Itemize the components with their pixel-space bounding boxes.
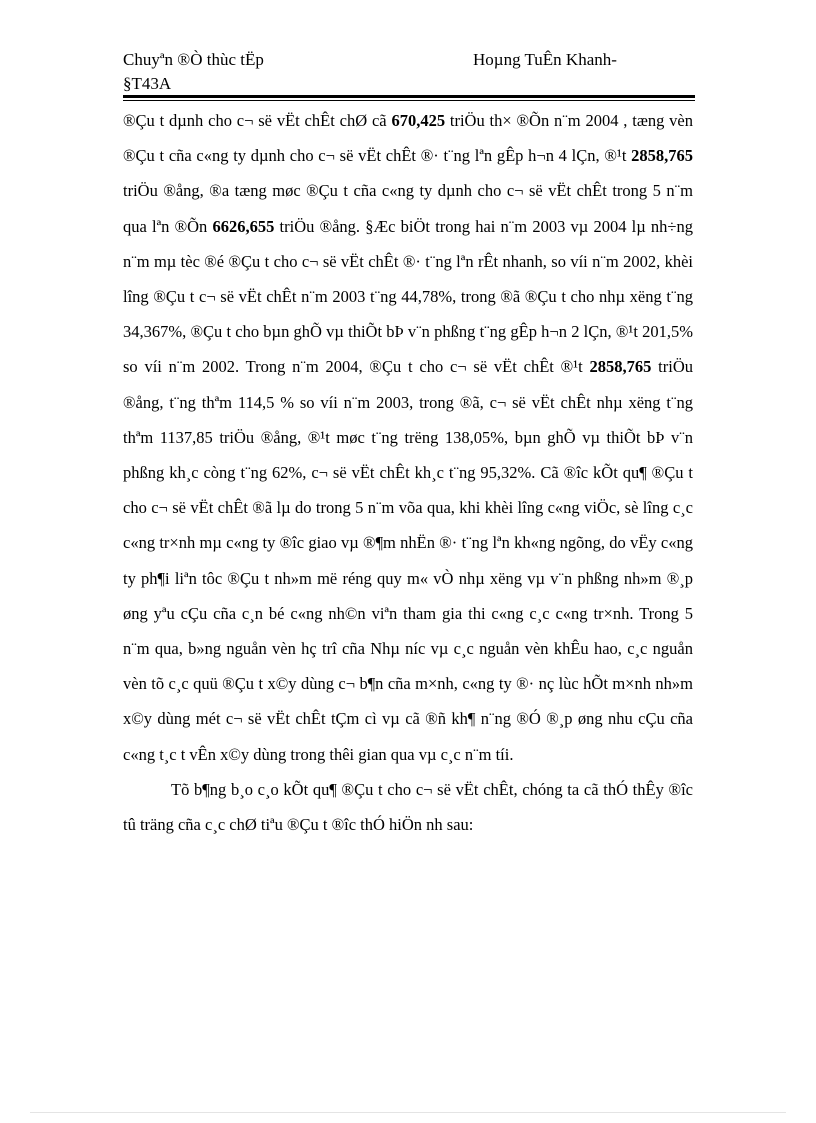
page-bottom-edge [30, 1112, 786, 1113]
page-header [123, 48, 693, 94]
p1-bold-2: 2858,765 [631, 146, 693, 166]
header-left-line1: Chuyªn ®Ò thùc tËp [123, 50, 264, 69]
p1-text-5: triÖu ®ång, t¨ng thªm 114,5 % so víi n¨m 2003, trong ®ã, c¬ së vËt chÊt nhµ xëng t¨ng thªm 1137,85 triÖu ®ång, ®¹t møc t¨ng trëng 138,05%, bµn ghÕ vµ thiÕt bÞ v¨n phßng kh¸c còng t¨ng 62%, c¬ së vËt chÊt kh¸c t¨ng 95,32%. Cã ®îc kÕt qu¶ ®Çu t cho c¬ së vËt chÊt ®ã lµ do trong 5 n¨m võa qua, khi khèi lîng c«ng viÖc, sè lîng c¸c c«ng tr×nh mµ c«ng ty ®îc giao vµ ®¶m nhËn ®· t¨ng lªn kh«ng ngõng, do vËy c«ng ty ph¶i liªn tôc ®Çu t nh»m më réng quy m« vÒ nhµ xëng vµ v¨n phßng nh»m ®¸p øng yªu cÇu cña c¸n bé c«ng nh©n viªn tham gia thi c«ng c¸c c«ng tr×nh. Trong 5 n¨m qua, b»ng nguån vèn hç trî cña Nhµ níc vµ c¸c nguån vèn khÊu hao, c¸c nguån vèn tõ c¸c quü ®Çu t x©y dùng c¬ b¶n cña m×nh, c«ng ty ®· nç lùc hÕt m×nh nh»m x©y dùng mét c¬ së vËt chÊt tÇm cì vµ cã ®ñ kh¶ n¨ng ®Ó ®¸p øng nhu cÇu cña c«ng t¸c t vÊn x©y dùng trong thêi gian qua vµ c¸c n¨m tíi. [123, 357, 693, 764]
p1-text-4: triÖu ®ång. §Æc biÖt trong hai n¨m 2003 vµ 2004 lµ nh÷ng n¨m mµ tèc ®é ®Çu t cho c¬ së vËt chÊt ®· t¨ng lªn rÊt nhanh, so víi n¨m 2002, khèi lîng ®Çu t c¬ së vËt chÊt n¨m 2003 t¨ng 44,78%, trong ®ã ®Çu t cho nhµ xëng t¨ng 34,367%, ®Çu t cho bµn ghÕ vµ thiÕt bÞ v¨n phßng t¨ng gÊp h¬n 2 lÇn, ®¹t 201,5% so víi n¨m 2002. Trong n¨m 2004, ®Çu t cho c¬ së vËt chÊt ®¹t [123, 216, 693, 377]
p1-bold-3: 6626,655 [212, 216, 275, 236]
paragraph-2: Tõ b¶ng b¸o c¸o kÕt qu¶ ®Çu t cho c¬ së vËt chÊt, chóng ta cã thÓ thÊy ®îc tû träng cña c¸c chØ tiªu ®Çu t ®îc thÓ hiÖn nh sau: [123, 779, 693, 835]
header-left-line2: §T43A [123, 74, 172, 93]
p1-bold-4: 2858,765 [589, 357, 652, 377]
p1-text-2: triÖu th× ®Õn n¨m 2004 , tæng vèn ®Çu t cña c«ng ty dµnh cho c¬ së vËt chÊt ®· t¨ng lªn gÊp h¬n 4 lÇn, ®¹t [123, 111, 693, 166]
paragraph-1 [123, 103, 693, 772]
header-left [123, 48, 323, 96]
header-rule-thin [123, 100, 695, 101]
body-text [123, 103, 693, 842]
header-rule-thick [123, 95, 695, 98]
header-author: Hoµng TuÊn Khanh- [473, 50, 617, 69]
p1-text-1: ®Çu t dµnh cho c¬ së vËt chÊt chØ cã [123, 111, 392, 130]
p1-bold-1: 670,425 [391, 111, 446, 130]
p1-text-3: triÖu ®ång, ®a tæng møc ®Çu t cña c«ng ty dµnh cho c¬ së vËt chÊt trong 5 n¨m qua lªn ®Õn [123, 181, 693, 236]
